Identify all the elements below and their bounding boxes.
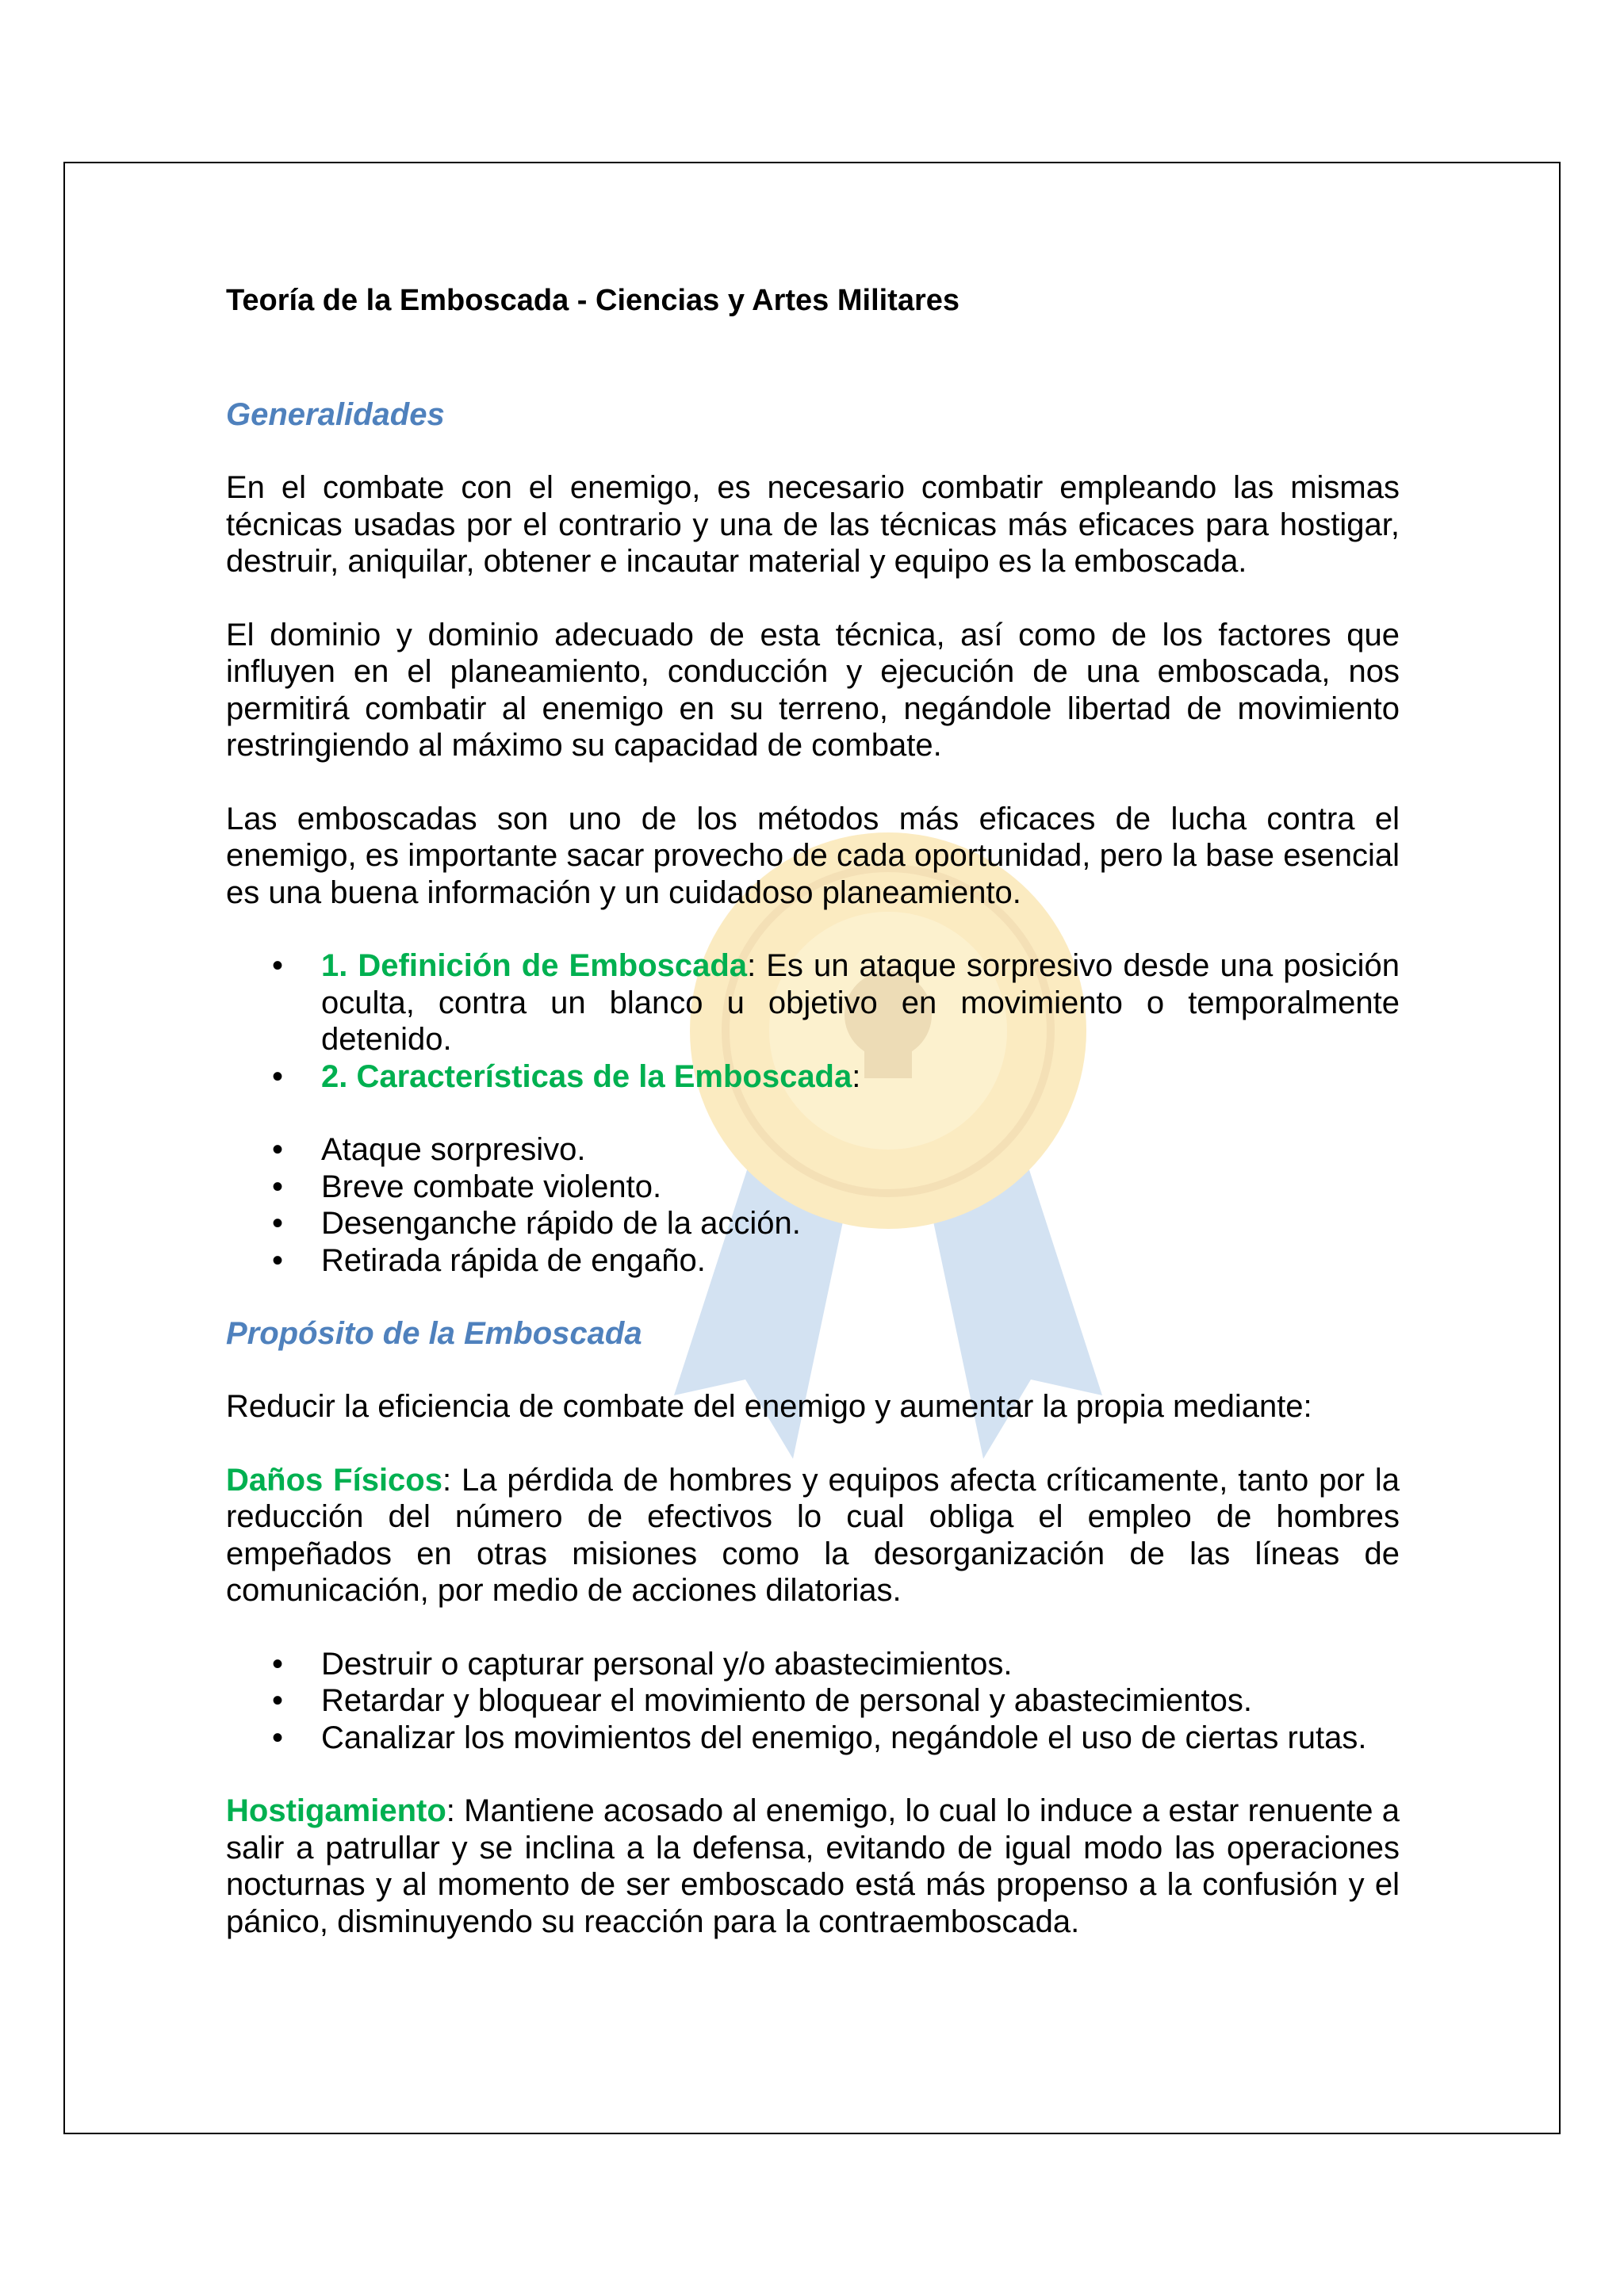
- paragraph-danos: [226, 1462, 1400, 1609]
- heading-proposito: Propósito de la Emboscada: [226, 1316, 642, 1351]
- list-item: • Retirada rápida de engaño.: [272, 1242, 706, 1278]
- list-item: • Desenganche rápido de la acción.: [272, 1206, 801, 1241]
- bullet-icon: •: [272, 1206, 284, 1241]
- heading-generalidades: Generalidades: [226, 397, 445, 432]
- document-title: Teoría de la Emboscada - Ciencias y Artes Militares: [226, 284, 960, 317]
- paragraph-hostigamiento: [226, 1793, 1400, 1940]
- bullet-icon: •: [272, 1646, 284, 1682]
- bullet-icon: •: [272, 1058, 284, 1094]
- danos-label: Daños Físicos: [226, 1462, 442, 1498]
- hostigamiento-label: Hostigamiento: [226, 1793, 446, 1828]
- bullet-icon: •: [272, 1683, 284, 1718]
- definition-text: : Es un ataque sorpresivo desde una posición oculta, contra un blanco u objetivo en movimiento o temporalmente detenido.: [321, 948, 1400, 1057]
- paragraph-dominio: El dominio y dominio adecuado de esta técnica, así como de los factores que influyen en el planeamiento, conducción y ejecución de una emboscada, nos permitirá combatir al enemigo en su terreno, negándole libertad de movimiento restringiendo al máximo su capacidad de combate.: [226, 617, 1400, 763]
- list-item-definicion: [226, 947, 1400, 1058]
- paragraph-emboscadas: Las emboscadas son uno de los métodos más eficaces de lucha contra el enemigo, es importante sacar provecho de cada oportunidad, pero la base esencial es una buena información y un cuidadoso planeamiento.: [226, 801, 1400, 910]
- actions-list: [226, 1646, 1400, 1757]
- definition-label: 1. Definición de Emboscada: [321, 948, 748, 983]
- bullet-icon: •: [272, 948, 284, 983]
- characteristics-colon: :: [852, 1058, 861, 1094]
- list-item: • Destruir o capturar personal y/o abastecimientos.: [272, 1646, 1013, 1682]
- bullet-icon: •: [272, 1720, 284, 1755]
- hostigamiento-text: : Mantiene acosado al enemigo, lo cual lo induce a estar renuente a salir a patrullar y se inclina a la defensa, evitando de igual modo las operaciones nocturnas y al momento de ser emboscado está más propenso a la confusión y el pánico, disminuyendo su reacción para la contraemboscada.: [226, 1793, 1400, 1939]
- characteristics-list: [226, 1131, 1400, 1279]
- definition-list: [226, 947, 1400, 1095]
- list-item: • Ataque sorpresivo.: [272, 1132, 586, 1167]
- list-item: • Breve combate violento.: [272, 1169, 662, 1204]
- bullet-icon: •: [272, 1132, 284, 1167]
- characteristics-label: 2. Características de la Emboscada: [321, 1058, 852, 1094]
- paragraph-intro: En el combate con el enemigo, es necesario combatir empleando las mismas técnicas usadas por el contrario y una de las técnicas más eficaces para hostigar, destruir, aniquilar, obtener e incautar material y equipo es la emboscada.: [226, 470, 1400, 579]
- list-item-caracteristicas: [226, 1058, 1400, 1096]
- bullet-icon: •: [272, 1242, 284, 1278]
- document-body: [226, 282, 1400, 1976]
- list-item: • Canalizar los movimientos del enemigo, negándole el uso de ciertas rutas.: [272, 1720, 1367, 1755]
- bullet-icon: •: [272, 1169, 284, 1204]
- danos-text: : La pérdida de hombres y equipos afecta críticamente, tanto por la reducción del número de efectivos lo cual obliga el empleo de hombres empeñados en otras misiones como la desorganización de las líneas de comunicación, por medio de acciones dilatorias.: [226, 1462, 1400, 1608]
- paragraph-reducir: Reducir la eficiencia de combate del enemigo y aumentar la propia mediante:: [226, 1389, 1312, 1424]
- list-item: • Retardar y bloquear el movimiento de personal y abastecimientos.: [272, 1683, 1252, 1718]
